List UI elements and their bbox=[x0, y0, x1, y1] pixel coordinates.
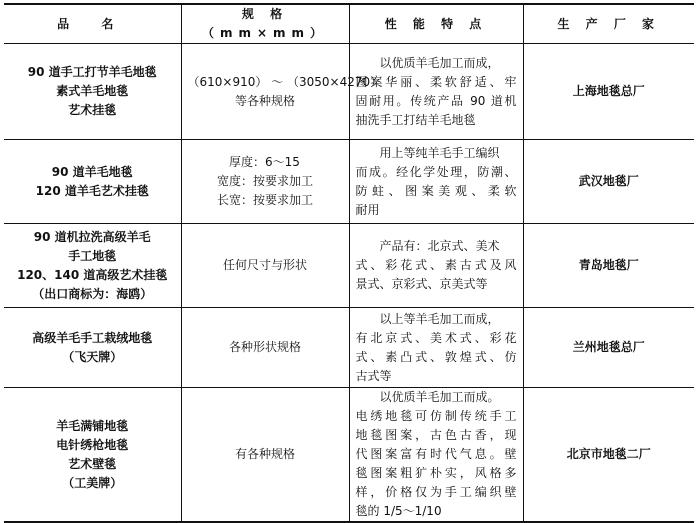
header-spec: 规 格（mm×mm） bbox=[181, 4, 349, 44]
maker-cell: 兰州地毯总厂 bbox=[523, 308, 694, 388]
product-name-cell: 高级羊毛手工栽绒地毯 （飞天牌） bbox=[4, 308, 181, 388]
maker-cell: 北京市地毯二厂 bbox=[523, 388, 694, 523]
header-feature: 性 能 特 点 bbox=[349, 4, 523, 44]
product-name-cell: 90 道手工打节羊毛地毯 素式羊毛地毯 艺术挂毯 bbox=[4, 44, 181, 140]
table-row bbox=[4, 308, 694, 388]
spec-cell: 厚度：6～15 宽度：按要求加工 长宽：按要求加工 bbox=[181, 140, 349, 224]
feature-cell: 以优质羊毛加工而成， 图案华丽、柔软舒适、牢 固耐用。传统产品 90 道机 抽洗手工打结羊毛地毯 bbox=[349, 44, 523, 140]
maker-cell: 青岛地毯厂 bbox=[523, 224, 694, 308]
product-name-cell: 90 道羊毛地毯 120 道羊毛艺术挂毯 bbox=[4, 140, 181, 224]
spec-cell: 有各种规格 bbox=[181, 388, 349, 523]
maker-cell: 武汉地毯厂 bbox=[523, 140, 694, 224]
product-name-cell: 羊毛满铺地毯 电针绣枪地毯 艺术壁毯 （工美牌） bbox=[4, 388, 181, 523]
table-row bbox=[4, 388, 694, 523]
maker-cell: 上海地毯总厂 bbox=[523, 44, 694, 140]
spec-cell: 任何尺寸与形状 bbox=[181, 224, 349, 308]
carpet-products-table bbox=[4, 3, 694, 523]
table-row bbox=[4, 224, 694, 308]
feature-cell: 产品有：北京式、美术 式、彩花式、素古式及风 景式、京彩式、京美式等 bbox=[349, 224, 523, 308]
header-name: 品 名 bbox=[4, 4, 181, 44]
feature-cell: 以上等羊毛加工而成， 有北京式、美术式、彩花 式、素凸式、敦煌式、仿 古式等 bbox=[349, 308, 523, 388]
spec-cell: 各种形状规格 bbox=[181, 308, 349, 388]
product-name-cell: 90 道机拉洗高级羊毛 手工地毯 120、140 道高级艺术挂毯 （出口商标为：海鸥） bbox=[4, 224, 181, 308]
header-maker: 生 产 厂 家 bbox=[523, 4, 694, 44]
feature-cell: 用上等纯羊毛手工编织 而成。经化学处理，防潮、 防蛀、图案美观、柔软 耐用 bbox=[349, 140, 523, 224]
table-row bbox=[4, 44, 694, 140]
table-row bbox=[4, 140, 694, 224]
feature-cell: 以优质羊毛加工而成。 电绣地毯可仿制传统手工 地毯图案，古色古香，现 代图案富有时代气息。壁 毯图案粗犷朴实，风格多 样，价格仅为手工编织壁 毯的 1/5～1/10 bbox=[349, 388, 523, 523]
spec-cell: （610×910） ～ （3050×4270） 等各种规格 bbox=[181, 44, 349, 140]
table-header-row bbox=[4, 4, 694, 44]
